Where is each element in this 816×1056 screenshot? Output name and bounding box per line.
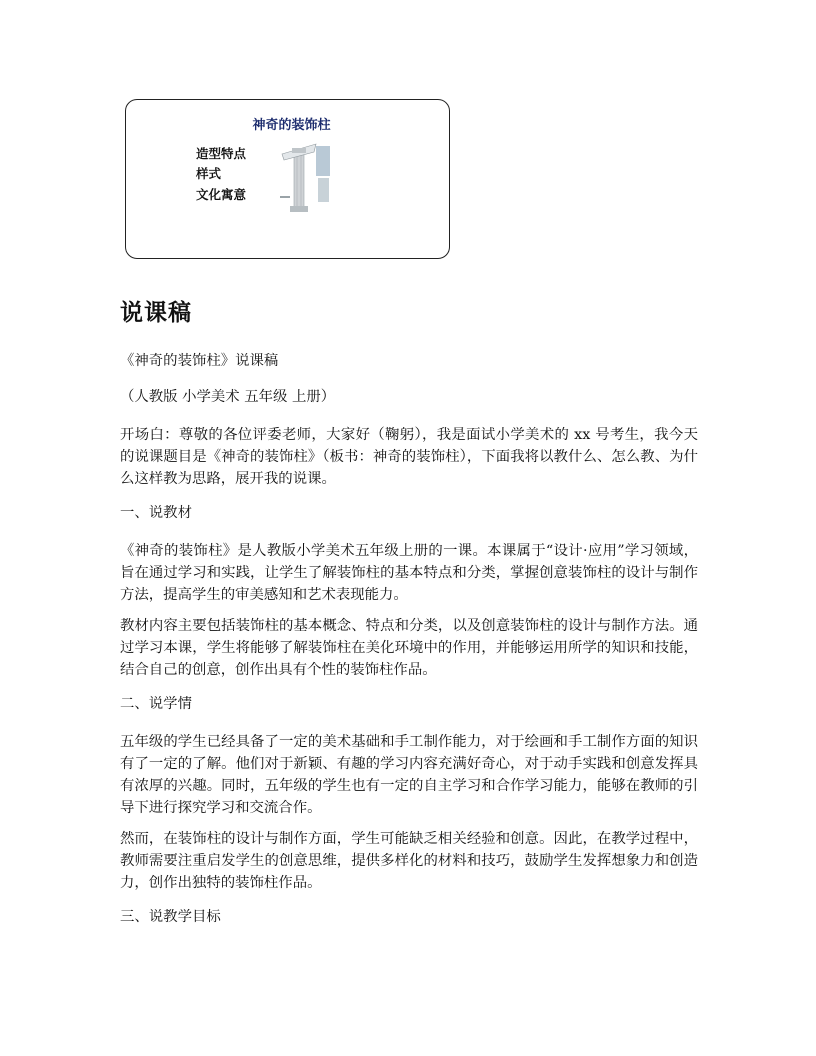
section-heading-textbook: 一、说教材 [120, 505, 192, 521]
decorative-pillar-image [276, 138, 334, 214]
students-paragraph-1: 五年级的学生已经具备了一定的美术基础和手工制作能力，对于绘画和手工制作方面的知识有了一定的了解。他们对于新颖、有趣的学习内容充满好奇心，对于动手实践和创意发挥具有浓厚的兴趣。同时，五年级的学生也有一定的自主学习和合作学习能力，能够在教师的引导下进行探究学习和交流合作。 [120, 734, 698, 816]
section-heading-students: 二、说学情 [120, 696, 192, 712]
slide-point-shape: 造型特点 [196, 146, 247, 161]
document-title: 说课稿 [120, 300, 192, 326]
section-heading-objectives: 三、说教学目标 [120, 909, 221, 925]
lesson-subtitle: 《神奇的装饰柱》说课稿 [120, 353, 279, 369]
opening-paragraph: 开场白：尊敬的各位评委老师，大家好（鞠躬），我是面试小学美术的 xx 号考生，我今天的说课题目是《神奇的装饰柱》（板书：神奇的装饰柱），下面我将以教什么、怎么教、为什么这样教为思路，展开我的说课。 [120, 427, 698, 487]
students-paragraph-2: 然而，在装饰柱的设计与制作方面，学生可能缺乏相关经验和创意。因此，在教学过程中，教师需要注重启发学生的创意思维，提供多样化的材料和技巧，鼓励学生发挥想象力和创造力，创作出独特的装饰柱作品。 [120, 831, 698, 891]
edition-info: （人教版 小学美术 五年级 上册） [120, 389, 336, 405]
textbook-paragraph-1: 《神奇的装饰柱》是人教版小学美术五年级上册的一课。本课属于“设计·应用”学习领域，旨在通过学习和实践，让学生了解装饰柱的基本特点和分类，掌握创意装饰柱的设计与制作方法，提高学生的审美感知和艺术表现能力。 [120, 543, 698, 603]
slide-title: 神奇的装饰柱 [252, 118, 331, 133]
slide-point-meaning: 文化寓意 [196, 187, 247, 202]
textbook-paragraph-2: 教材内容主要包括装饰柱的基本概念、特点和分类，以及创意装饰柱的设计与制作方法。通过学习本课，学生将能够了解装饰柱在美化环境中的作用，并能够运用所学的知识和技能，结合自己的创意，创作出具有个性的装饰柱作品。 [120, 618, 698, 678]
slide-point-style: 样式 [196, 166, 222, 181]
slide-thumbnail [125, 99, 450, 259]
